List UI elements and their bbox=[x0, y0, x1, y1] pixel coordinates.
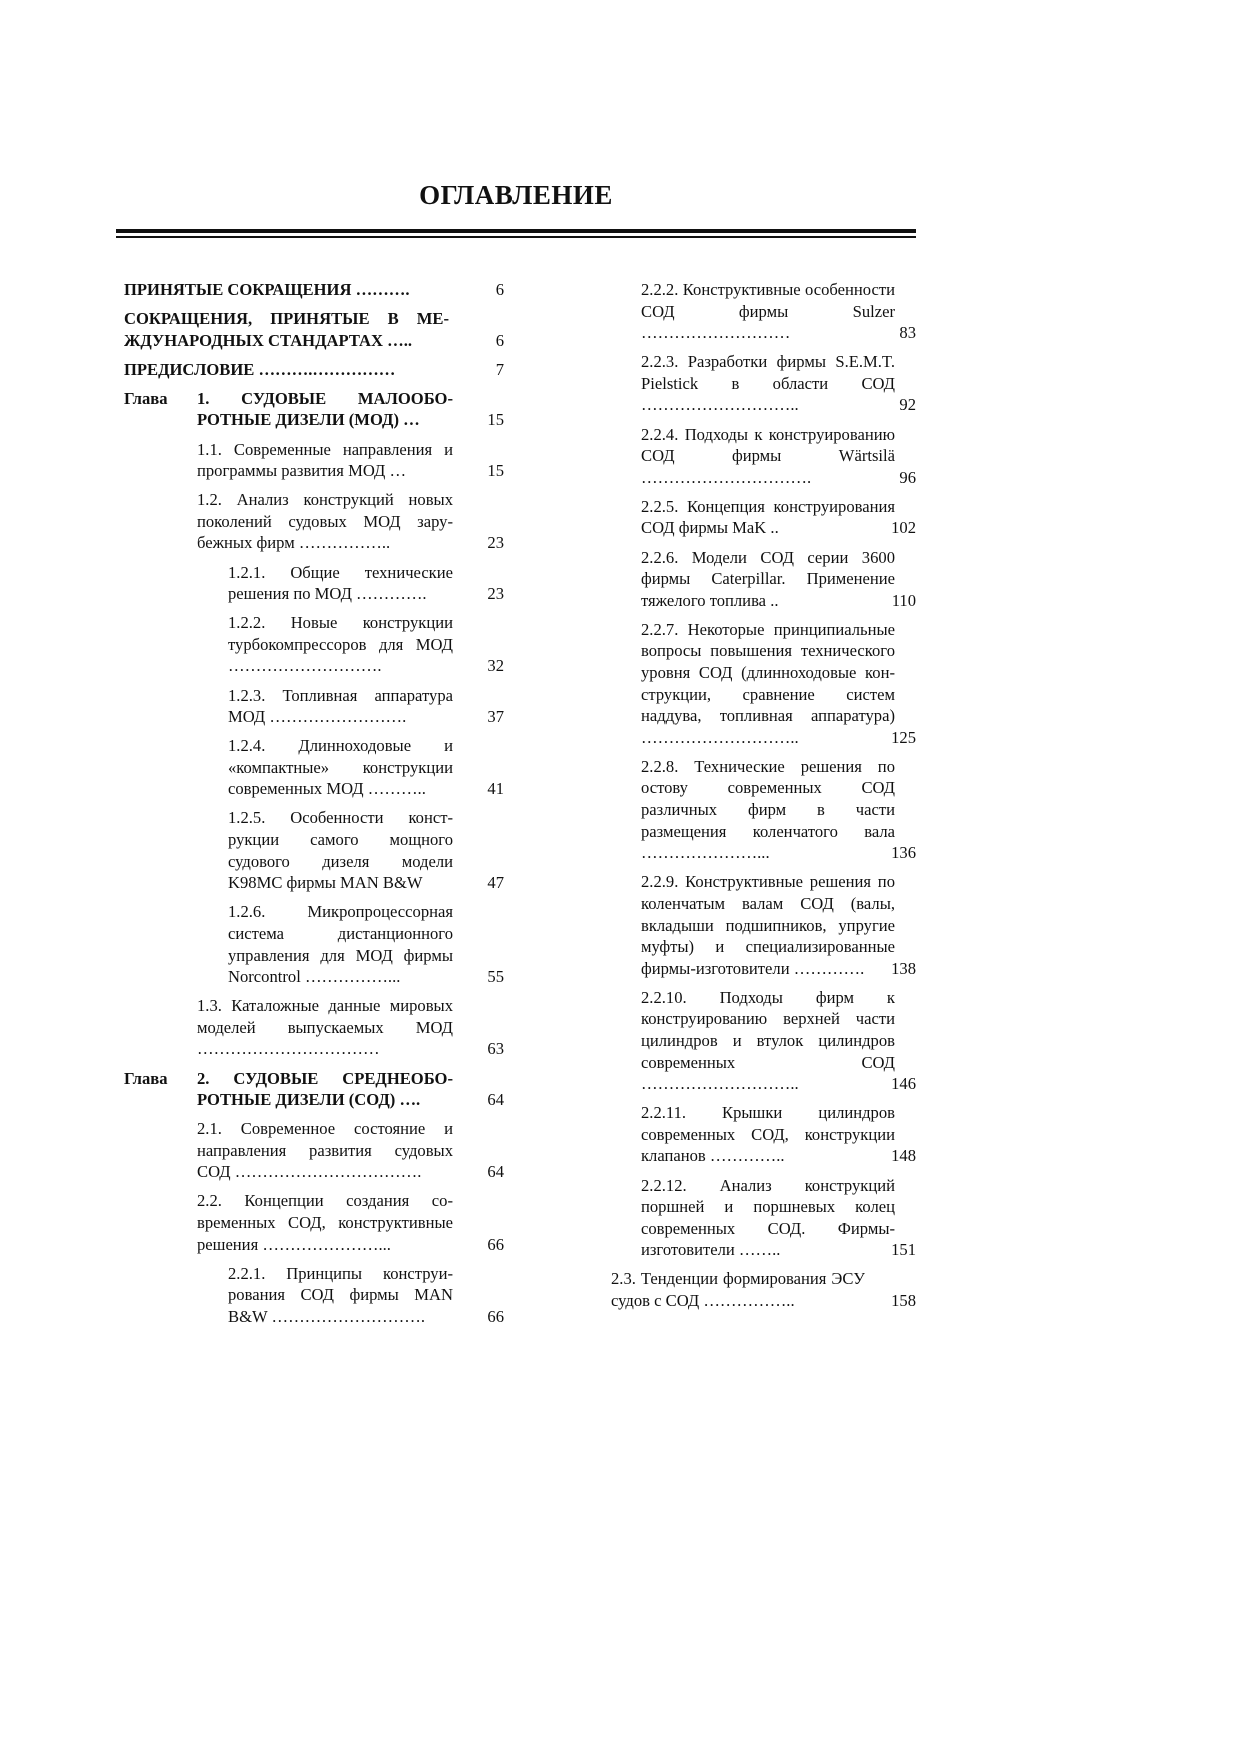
toc-entry-page-number: 110 bbox=[891, 590, 916, 610]
toc-entry-title: 1.3. Каталожные данные мировых моделей выпускаемых МОД …………………………… bbox=[197, 996, 453, 1059]
toc-entry-title: 2.2.1. Принципы конструирования СОД фирмы MAN B&W ………………………. bbox=[228, 1263, 453, 1326]
toc-entry[interactable] bbox=[124, 359, 504, 381]
toc-entry-page-number: 6 bbox=[495, 330, 504, 350]
toc-entry-page-number: 146 bbox=[891, 1074, 916, 1094]
toc-entry-page-number: 41 bbox=[487, 779, 504, 799]
toc-entry[interactable] bbox=[124, 562, 504, 605]
toc-entry[interactable] bbox=[124, 995, 504, 1060]
page-title: ОГЛАВЛЕНИЕ bbox=[419, 180, 613, 210]
toc-entry[interactable] bbox=[611, 424, 916, 489]
toc-left-column bbox=[124, 279, 504, 1335]
toc-entry-title: 1.2.3. Топливная аппаратура МОД ……………………. bbox=[228, 685, 453, 727]
toc-entry-page-number: 92 bbox=[899, 395, 916, 415]
toc-entry-title: 2.2. Концепции создания современных СОД, конструктивные решения …………………... bbox=[197, 1191, 453, 1254]
toc-entry-title: 1.2.1. Общие технические решения по МОД …………. bbox=[228, 562, 453, 604]
toc-entry-page-number: 6 bbox=[495, 280, 504, 299]
toc-entry[interactable] bbox=[124, 308, 504, 351]
toc-entry[interactable] bbox=[124, 388, 504, 431]
toc-entry[interactable] bbox=[124, 612, 504, 677]
chapter-label: Глава bbox=[124, 388, 168, 408]
toc-entry-page-number: 55 bbox=[487, 967, 504, 987]
toc-entry[interactable] bbox=[611, 1102, 916, 1167]
toc-entry-title: 2.2.2. Конструктивные особенности СОД фирмы Sulzer ……………………… bbox=[641, 280, 895, 343]
toc-entry[interactable] bbox=[611, 1268, 916, 1311]
toc-entry-page-number: 66 bbox=[487, 1234, 504, 1254]
toc-entry-title: 2.2.3. Разработки фирмы S.E.M.T. Pielstick в области СОД ……………………….. bbox=[641, 352, 895, 415]
toc-entry[interactable] bbox=[124, 489, 504, 554]
toc-entry-title: 2.2.9. Конструктивные решения по коленчатым валам СОД (валы, вкладыши подшипников, упругие муфты) и специализированные фирмы-изготовители …………. bbox=[641, 872, 895, 978]
toc-entry-page-number: 138 bbox=[891, 958, 916, 978]
toc-entry-title: 2.2.4. Подходы к конструированию СОД фирмы Wärtsilä …………………………. bbox=[641, 424, 895, 487]
toc-entry-page-number: 102 bbox=[891, 518, 916, 538]
toc-entry-page-number: 32 bbox=[487, 656, 504, 676]
toc-entry-page-number: 64 bbox=[487, 1090, 504, 1110]
toc-entry[interactable] bbox=[611, 496, 916, 539]
toc-entry-page-number: 148 bbox=[891, 1146, 916, 1166]
toc-right-column bbox=[611, 279, 916, 1319]
toc-entry-title: 2.2.12. Анализ конструкций поршней и поршневых колец современных СОД. Фирмы-изготовители …….. bbox=[641, 1175, 895, 1260]
toc-entry[interactable] bbox=[124, 439, 504, 482]
toc-entry[interactable] bbox=[611, 547, 916, 612]
toc-entry-title: 2.2.8. Технические решения по остову современных СОД различных фирм в части размещения коленчатого вала …………………... bbox=[641, 756, 895, 863]
toc-entry-title: 1.2. Анализ конструкций новых поколений судовых МОД зарубежных фирм …………….. bbox=[197, 490, 453, 553]
toc-entry-title: 1.1. Современные направления и программы развития МОД … bbox=[197, 439, 453, 481]
toc-entry[interactable] bbox=[611, 987, 916, 1095]
toc-entry-page-number: 125 bbox=[891, 727, 916, 747]
toc-entry-page-number: 37 bbox=[487, 707, 504, 727]
toc-entry-title: 2.2.7. Некоторые принципиальные вопросы повышения технического уровня СОД (длинноходовые конструкции, сравнение систем наддува, топливная аппаратура) ……………………….. bbox=[641, 619, 895, 747]
toc-entry-page-number: 158 bbox=[891, 1291, 916, 1311]
toc-entry-page-number: 7 bbox=[495, 359, 504, 379]
toc-entry[interactable] bbox=[611, 619, 916, 749]
toc-entry-page-number: 64 bbox=[487, 1162, 504, 1182]
toc-entry-page-number: 15 bbox=[487, 461, 504, 481]
toc-entry-page-number: 96 bbox=[899, 467, 916, 487]
toc-entry[interactable] bbox=[611, 351, 916, 416]
toc-entry[interactable] bbox=[124, 1263, 504, 1328]
toc-entry-title: 2.2.10. Подходы фирм к конструированию верхней части цилиндров и втулок цилиндров современных СОД ……………………….. bbox=[641, 987, 895, 1094]
toc-entry-page-number: 23 bbox=[487, 584, 504, 604]
toc-entry-title: 1.2.5. Особенности конструкции самого мощного судового дизеля модели K98MC фирмы MAN B&W bbox=[228, 808, 453, 893]
toc-entry-page-number: 15 bbox=[487, 410, 504, 430]
toc-entry-page-number: 63 bbox=[487, 1039, 504, 1059]
toc-entry-title: 2.2.5. Концепция конструирования СОД фирмы MaK .. bbox=[641, 496, 895, 538]
toc-entry-title: 2.1. Современное состояние и направления развития судовых СОД ……………………………. bbox=[197, 1119, 453, 1182]
toc-entry[interactable] bbox=[124, 735, 504, 800]
toc-entry[interactable] bbox=[124, 685, 504, 728]
title-rule-thin bbox=[116, 236, 916, 238]
toc-entry[interactable] bbox=[124, 807, 504, 893]
toc-entry[interactable] bbox=[124, 1118, 504, 1183]
toc-entry-title: 1. СУДОВЫЕ МАЛООБОРОТНЫЕ ДИЗЕЛИ (МОД) … bbox=[197, 388, 453, 430]
toc-entry[interactable] bbox=[124, 1068, 504, 1111]
title-rule-thick bbox=[116, 229, 916, 233]
toc-entry-title: 1.2.6. Микропроцессорная система дистанционного управления для МОД фирмы Norcontrol ……………... bbox=[228, 902, 453, 987]
toc-entry[interactable] bbox=[611, 756, 916, 864]
toc-entry-page-number: 66 bbox=[487, 1306, 504, 1326]
toc-entry-page-number: 83 bbox=[899, 323, 916, 343]
toc-entry[interactable] bbox=[611, 871, 916, 979]
toc-entry-title: 2.3. Тенденции формирования ЭСУ судов с СОД …………….. bbox=[611, 1269, 865, 1311]
toc-entry-title: 1.2.4. Длинноходовые и «компактные» конструкции современных МОД ……….. bbox=[228, 736, 453, 799]
toc-entry[interactable] bbox=[124, 1190, 504, 1255]
toc-entry[interactable] bbox=[611, 279, 916, 344]
toc-entry-title: СОКРАЩЕНИЯ, ПРИНЯТЫЕ В МЕЖДУНАРОДНЫХ СТАНДАРТАХ ….. bbox=[124, 309, 449, 350]
toc-entry-title: 2.2.11. Крышки цилиндров современных СОД, конструкции клапанов ………….. bbox=[641, 1103, 895, 1166]
toc-entry-title: 1.2.2. Новые конструкции турбокомпрессоров для МОД ………………………. bbox=[228, 613, 453, 676]
toc-entry-page-number: 136 bbox=[891, 843, 916, 863]
toc-entry-page-number: 23 bbox=[487, 533, 504, 553]
toc-entry-title: ПРИНЯТЫЕ СОКРАЩЕНИЯ ………. bbox=[124, 280, 410, 299]
toc-entry-page-number: 47 bbox=[487, 873, 504, 893]
toc-entry-title: 2.2.6. Модели СОД серии 3600 фирмы Caterpillar. Применение тяжелого топлива .. bbox=[641, 547, 895, 610]
toc-entry-title: 2. СУДОВЫЕ СРЕДНЕОБОРОТНЫЕ ДИЗЕЛИ (СОД) …. bbox=[197, 1068, 453, 1110]
toc-entry[interactable] bbox=[611, 1175, 916, 1261]
toc-entry[interactable] bbox=[124, 279, 504, 301]
toc-entry-page-number: 151 bbox=[891, 1240, 916, 1260]
chapter-label: Глава bbox=[124, 1068, 168, 1088]
toc-entry[interactable] bbox=[124, 901, 504, 987]
toc-entry-title: ПРЕДИСЛОВИЕ ……….…………… bbox=[124, 359, 396, 379]
